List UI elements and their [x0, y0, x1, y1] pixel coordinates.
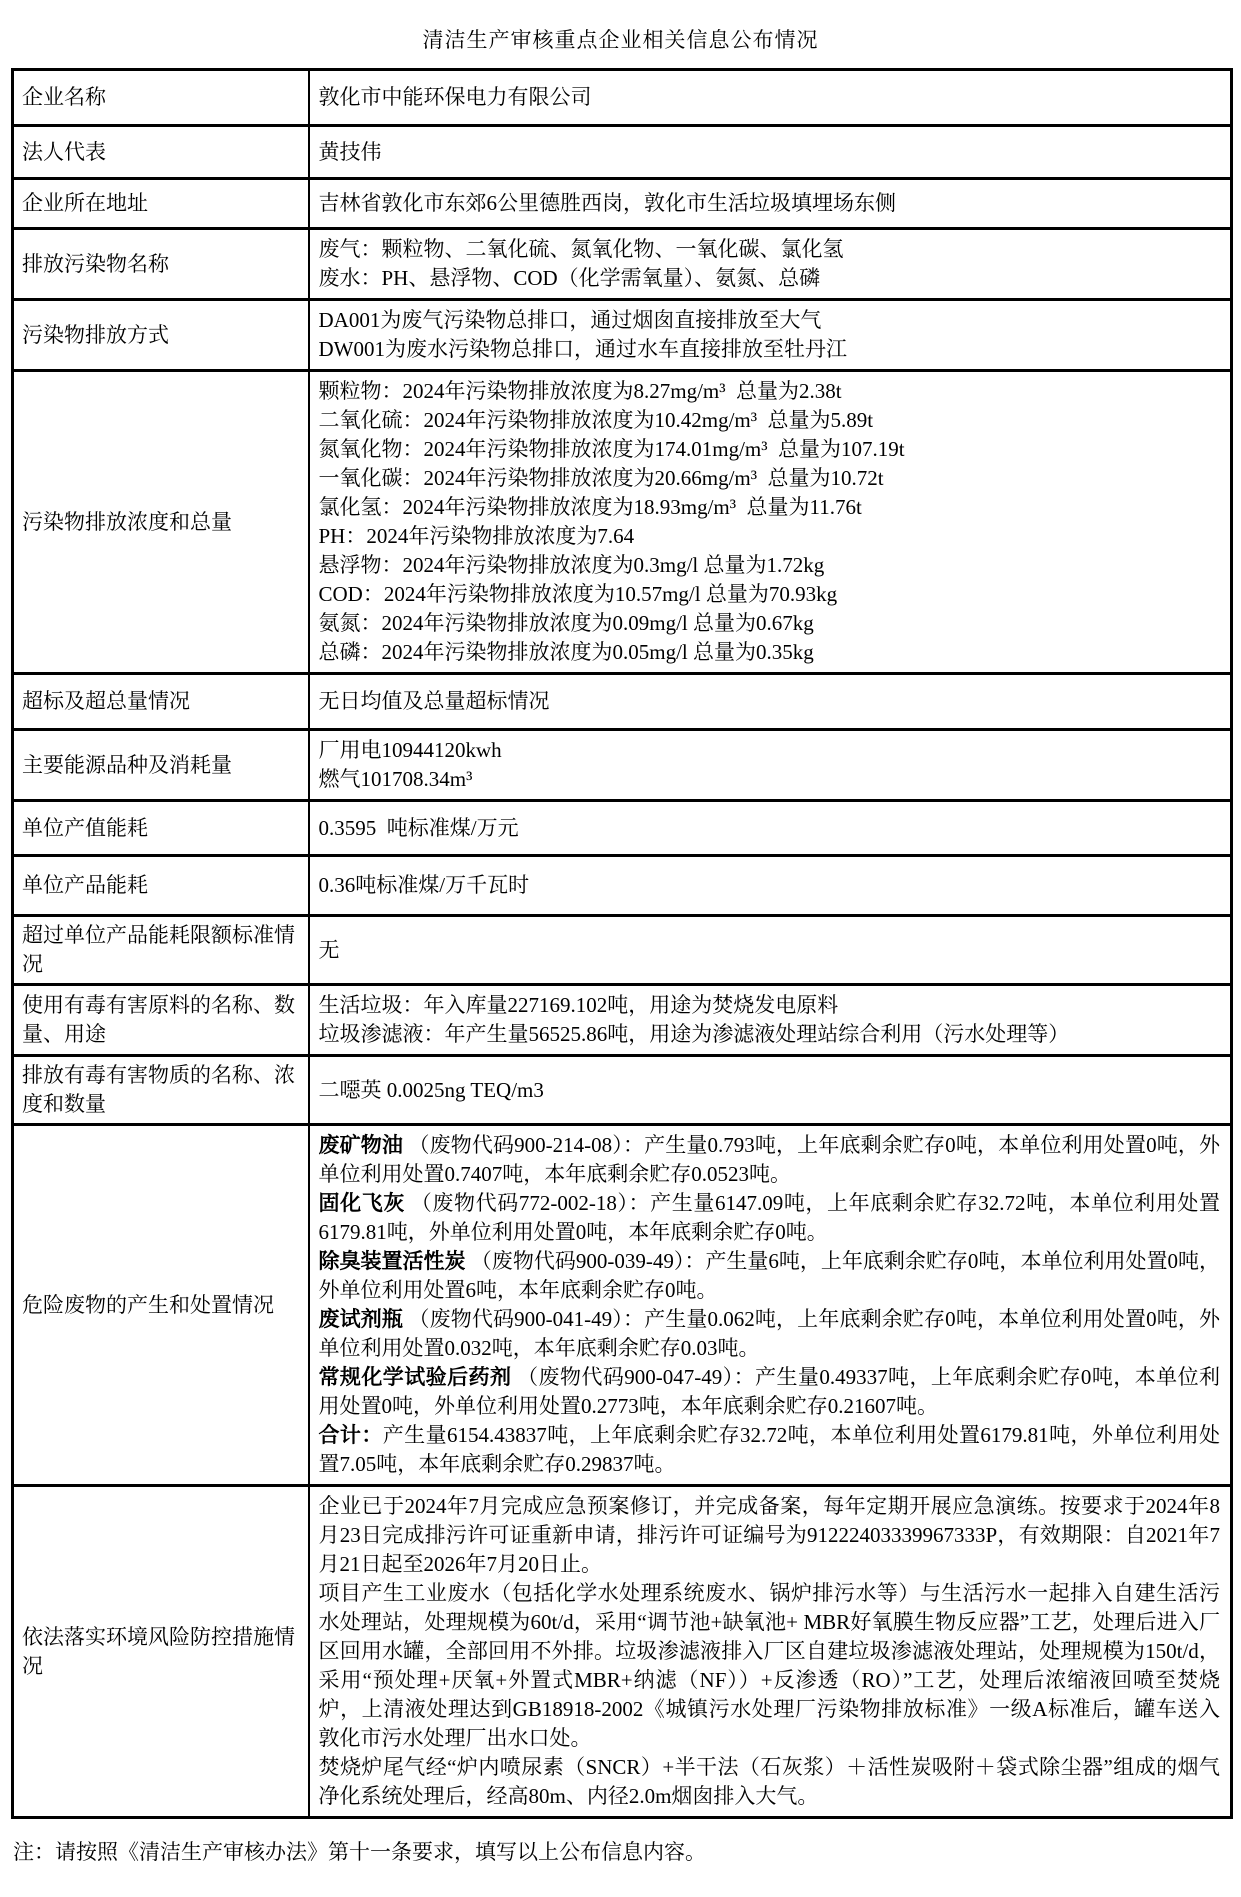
value-line: 废水：PH、悬浮物、COD（化学需氧量）、氨氮、总磷 [318, 266, 821, 290]
row-value [309, 856, 1232, 916]
value-line: 项目产生工业废水（包括化学水处理系统废水、锅炉排污水等）与生活污水一起排入自建生活污水处理站，处理规模为60t/d，采用“调节池+缺氧池+ MBR好氧膜生物反应器”工艺，处理后进入厂区回用水罐，全部回用不外排。垃圾渗滤液排入厂区自建垃圾渗滤液处理站，处理规模为150t/d，采用“预处理+厌氧+外置式MBR+纳滤（NF））+反渗透（RO）”工艺，处理后浓缩液回喷至焚烧炉，上清液处理达到GB18918-2002《城镇污水处理厂污染物排放标准》一级A标准后，罐车送入敦化市污水处理厂出水口处。 [318, 1581, 1220, 1750]
row-label: 依法落实环境风险防控措施情况 [13, 1486, 309, 1818]
row-label: 排放有毒有害物质的名称、浓度和数量 [13, 1056, 309, 1125]
row-label: 单位产品能耗 [13, 856, 309, 916]
row-label: 污染物排放方式 [13, 300, 309, 371]
row-label: 排放污染物名称 [13, 229, 309, 300]
row-value [309, 916, 1232, 985]
hazardous-waste-item: 废矿物油 （废物代码900-214-08）：产生量0.793吨，上年底剩余贮存0吨，本单位利用处置0吨，外单位利用处置0.7407吨，本年底剩余贮存0.0523吨。 [318, 1133, 1221, 1186]
row-value [309, 179, 1232, 229]
row-value [309, 730, 1232, 801]
hazardous-waste-name: 废矿物油 [318, 1133, 404, 1157]
row-value [309, 70, 1232, 126]
value-line: 吉林省敦化市东郊6公里德胜西岗，敦化市生活垃圾填埋场东侧 [318, 191, 896, 215]
value-line: 企业已于2024年7月完成应急预案修订，并完成备案，每年定期开展应急演练。按要求于2024年8月23日完成排污许可证重新申请，排污许可证编号为91222403339967333P，有效期限：自2021年7月21日起至2026年7月20日止。 [318, 1494, 1220, 1576]
value-line: 悬浮物：2024年污染物排放浓度为0.3mg/l 总量为1.72kg [318, 553, 825, 577]
hazardous-waste-name: 除臭装置活性炭 [318, 1249, 466, 1273]
value-line: DA001为废气污染物总排口，通过烟囱直接排放至大气 [318, 308, 822, 332]
row-label: 使用有毒有害原料的名称、数量、用途 [13, 985, 309, 1056]
value-line: 二噁英 0.0025ng TEQ/m3 [318, 1077, 544, 1102]
value-line: 厂用电10944120kwh [318, 738, 502, 762]
row-label: 法人代表 [13, 126, 309, 179]
row-value [309, 126, 1232, 179]
hazardous-waste-name: 常规化学试验后药剂 [318, 1365, 512, 1389]
value-line: 总磷：2024年污染物排放浓度为0.05mg/l 总量为0.35kg [318, 640, 814, 664]
hazardous-waste-name: 废试剂瓶 [318, 1307, 404, 1331]
value-line: 燃气101708.34m³ [318, 767, 473, 791]
table-row [13, 70, 1232, 126]
footer-note: 注：请按照《清洁生产审核办法》第十一条要求，填写以上公布信息内容。 [13, 1840, 706, 1864]
table-row [13, 674, 1232, 730]
hazardous-waste-item: 废试剂瓶 （废物代码900-041-49）：产生量0.062吨，上年底剩余贮存0吨，本单位利用处置0吨，外单位利用处置0.032吨，本年底剩余贮存0.03吨。 [318, 1307, 1221, 1360]
info-table [11, 68, 1233, 1819]
row-value [309, 674, 1232, 730]
value-line: 垃圾渗滤液：年产生量56525.86吨，用途为渗滤液处理站综合利用（污水处理等） [318, 1022, 1070, 1046]
table-row [13, 801, 1232, 856]
table-row [13, 371, 1232, 674]
row-value [309, 1056, 1232, 1125]
value-line: DW001为废水污染物总排口，通过水车直接排放至牡丹江 [318, 337, 847, 361]
table-row [13, 1486, 1232, 1818]
value-line: 无 [318, 937, 340, 962]
table-row [13, 1125, 1232, 1486]
row-value [309, 801, 1232, 856]
table-row [13, 730, 1232, 801]
row-value [309, 985, 1232, 1056]
table-row [13, 179, 1232, 229]
value-line: 无日均值及总量超标情况 [318, 689, 550, 713]
value-line: 0.36吨标准煤/万千瓦时 [318, 873, 530, 897]
table-row [13, 916, 1232, 985]
row-label: 危险废物的产生和处置情况 [13, 1125, 309, 1486]
value-line: 0.3595 吨标准煤/万元 [318, 815, 519, 840]
info-table-body [13, 70, 1232, 1818]
value-line: 氮氧化物：2024年污染物排放浓度为174.01mg/m³ 总量为107.19t [318, 437, 905, 461]
row-value [309, 371, 1232, 674]
table-row [13, 985, 1232, 1056]
table-row [13, 856, 1232, 916]
row-label: 单位产值能耗 [13, 801, 309, 856]
row-label: 企业所在地址 [13, 179, 309, 229]
value-line: 焚烧炉尾气经“炉内喷尿素（SNCR）+半干法（石灰浆）＋活性炭吸附＋袋式除尘器”组成的烟气净化系统处理后，经高80m、内径2.0m烟囱排入大气。 [318, 1755, 1220, 1808]
row-label: 企业名称 [13, 70, 309, 126]
row-label: 超标及超总量情况 [13, 674, 309, 730]
hazardous-waste-item: 常规化学试验后药剂 （废物代码900-047-49）：产生量0.49337吨，上年底剩余贮存0吨，本单位利用处置0吨，外单位利用处置0.2773吨，本年底剩余贮存0.21607吨。 [318, 1365, 1221, 1418]
table-row [13, 1056, 1232, 1125]
value-line: 生活垃圾：年入库量227169.102吨，用途为焚烧发电原料 [318, 993, 839, 1017]
value-line: 氨氮：2024年污染物排放浓度为0.09mg/l 总量为0.67kg [318, 611, 814, 635]
page-title: 清洁生产审核重点企业相关信息公布情况 [422, 28, 819, 52]
value-line: 二氧化硫：2024年污染物排放浓度为10.42mg/m³ 总量为5.89t [318, 408, 874, 432]
row-value [309, 300, 1232, 371]
value-line: 废气：颗粒物、二氧化硫、氮氧化物、一氧化碳、氯化氢 [318, 237, 844, 261]
value-line: 氯化氢：2024年污染物排放浓度为18.93mg/m³ 总量为11.76t [318, 495, 862, 519]
table-row [13, 126, 1232, 179]
value-line: 敦化市中能环保电力有限公司 [318, 85, 592, 109]
value-line: PH：2024年污染物排放浓度为7.64 [318, 524, 635, 548]
hazardous-waste-item: 固化飞灰 （废物代码772-002-18）：产生量6147.09吨，上年底剩余贮存32.72吨，本单位利用处置6179.81吨，外单位利用处置0吨，本年底剩余贮存0吨。 [318, 1191, 1221, 1244]
hazardous-waste-item: 合计：产生量6154.43837吨，上年底剩余贮存32.72吨，本单位利用处置6179.81吨，外单位利用处置7.05吨，本年底剩余贮存0.29837吨。 [318, 1423, 1221, 1476]
table-row [13, 300, 1232, 371]
hazardous-waste-item: 除臭装置活性炭 （废物代码900-039-49）：产生量6吨，上年底剩余贮存0吨，本单位利用处置0吨，外单位利用处置6吨，本年底剩余贮存0吨。 [318, 1249, 1221, 1302]
row-value [309, 229, 1232, 300]
row-label: 超过单位产品能耗限额标准情况 [13, 916, 309, 985]
value-line: 黄技伟 [318, 139, 382, 164]
value-line: 颗粒物：2024年污染物排放浓度为8.27mg/m³ 总量为2.38t [318, 379, 842, 403]
value-line: COD：2024年污染物排放浓度为10.57mg/l 总量为70.93kg [318, 582, 838, 606]
hazardous-waste-name: 固化飞灰 [318, 1191, 405, 1215]
value-line: 一氧化碳：2024年污染物排放浓度为20.66mg/m³ 总量为10.72t [318, 466, 884, 490]
row-value [309, 1486, 1232, 1818]
row-value [309, 1125, 1232, 1486]
row-label: 污染物排放浓度和总量 [13, 371, 309, 674]
table-row [13, 229, 1232, 300]
hazardous-waste-name: 合计： [318, 1423, 383, 1447]
row-label: 主要能源品种及消耗量 [13, 730, 309, 801]
